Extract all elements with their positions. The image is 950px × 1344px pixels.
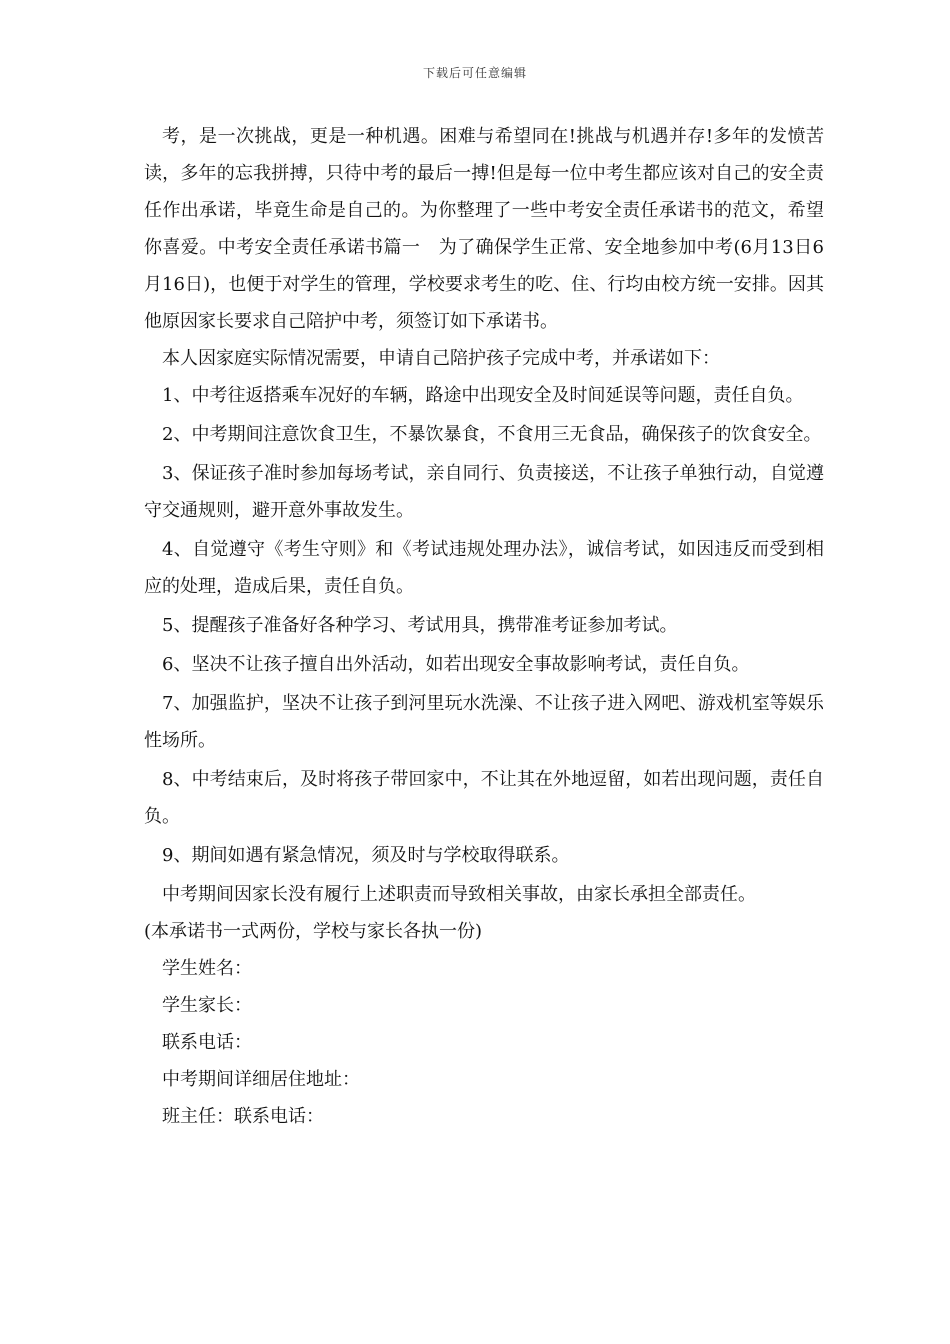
pledge-item-1: 1、中考往返搭乘车况好的车辆，路途中出现安全及时间延误等问题，责任自负。 xyxy=(162,385,804,406)
copies-note: (本承诺书一式两份，学校与家长各执一份) xyxy=(144,921,483,942)
responsibility-statement: 中考期间因家长没有履行上述职责而导致相关事故，由家长承担全部责任。 xyxy=(162,884,756,905)
pledge-item-5: 5、提醒孩子准备好各种学习、考试用具，携带准考证参加考试。 xyxy=(162,615,678,636)
pledge-item-4: 4、自觉遵守《考生守则》和《考试违规处理办法》，诚信考试，如因违反而受到相应的处理，造成后果，责任自负。 xyxy=(144,539,824,597)
pledge-item-7: 7、加强监护，坚决不让孩子到河里玩水洗澡、不让孩子进入网吧、游戏机室等娱乐性场所。 xyxy=(144,693,824,751)
download-note-header: 下载后可任意编辑 xyxy=(422,66,527,80)
pledge-item-9: 9、期间如遇有紧急情况，须及时与学校取得联系。 xyxy=(162,845,570,866)
parent-field: 学生家长： xyxy=(162,995,252,1016)
address-field: 中考期间详细居住地址： xyxy=(162,1069,360,1090)
phone-field: 联系电话： xyxy=(162,1032,252,1053)
pledge-item-8: 8、中考结束后，及时将孩子带回家中，不让其在外地逗留，如若出现问题，责任自负。 xyxy=(144,769,824,827)
intro-paragraph: 考，是一次挑战，更是一种机遇。困难与希望同在!挑战与机遇并存!多年的发愤苦读，多年的忘我拼搏，只待中考的最后一搏!但是每一位中考生都应该对自己的安全责任作出承诺，毕竟生命是自己的。为你整理了一些中考安全责任承诺书的范文，希望你喜爱。中考安全责任承诺书篇一 为了确保学生正常、安全地参加中考(6月13日6月16日)，也便于对学生的管理，学校要求考生的吃、住、行均由校方统一安排。因其他原因家长要求自己陪护中考，须签订如下承诺书。 xyxy=(144,126,824,332)
teacher-field: 班主任：联系电话： xyxy=(162,1106,324,1127)
student-name-field: 学生姓名： xyxy=(162,958,252,979)
document-body xyxy=(144,118,824,1135)
pledge-item-2: 2、中考期间注意饮食卫生，不暴饮暴食，不食用三无食品，确保孩子的饮食安全。 xyxy=(162,424,822,445)
pledge-item-6: 6、坚决不让孩子擅自出外活动，如若出现安全事故影响考试，责任自负。 xyxy=(162,654,750,675)
pledge-item-3: 3、保证孩子准时参加每场考试，亲自同行、负责接送，不让孩子单独行动，自觉遵守交通规则，避开意外事故发生。 xyxy=(144,463,824,521)
pledge-intro: 本人因家庭实际情况需要，申请自己陪护孩子完成中考，并承诺如下： xyxy=(162,348,720,369)
